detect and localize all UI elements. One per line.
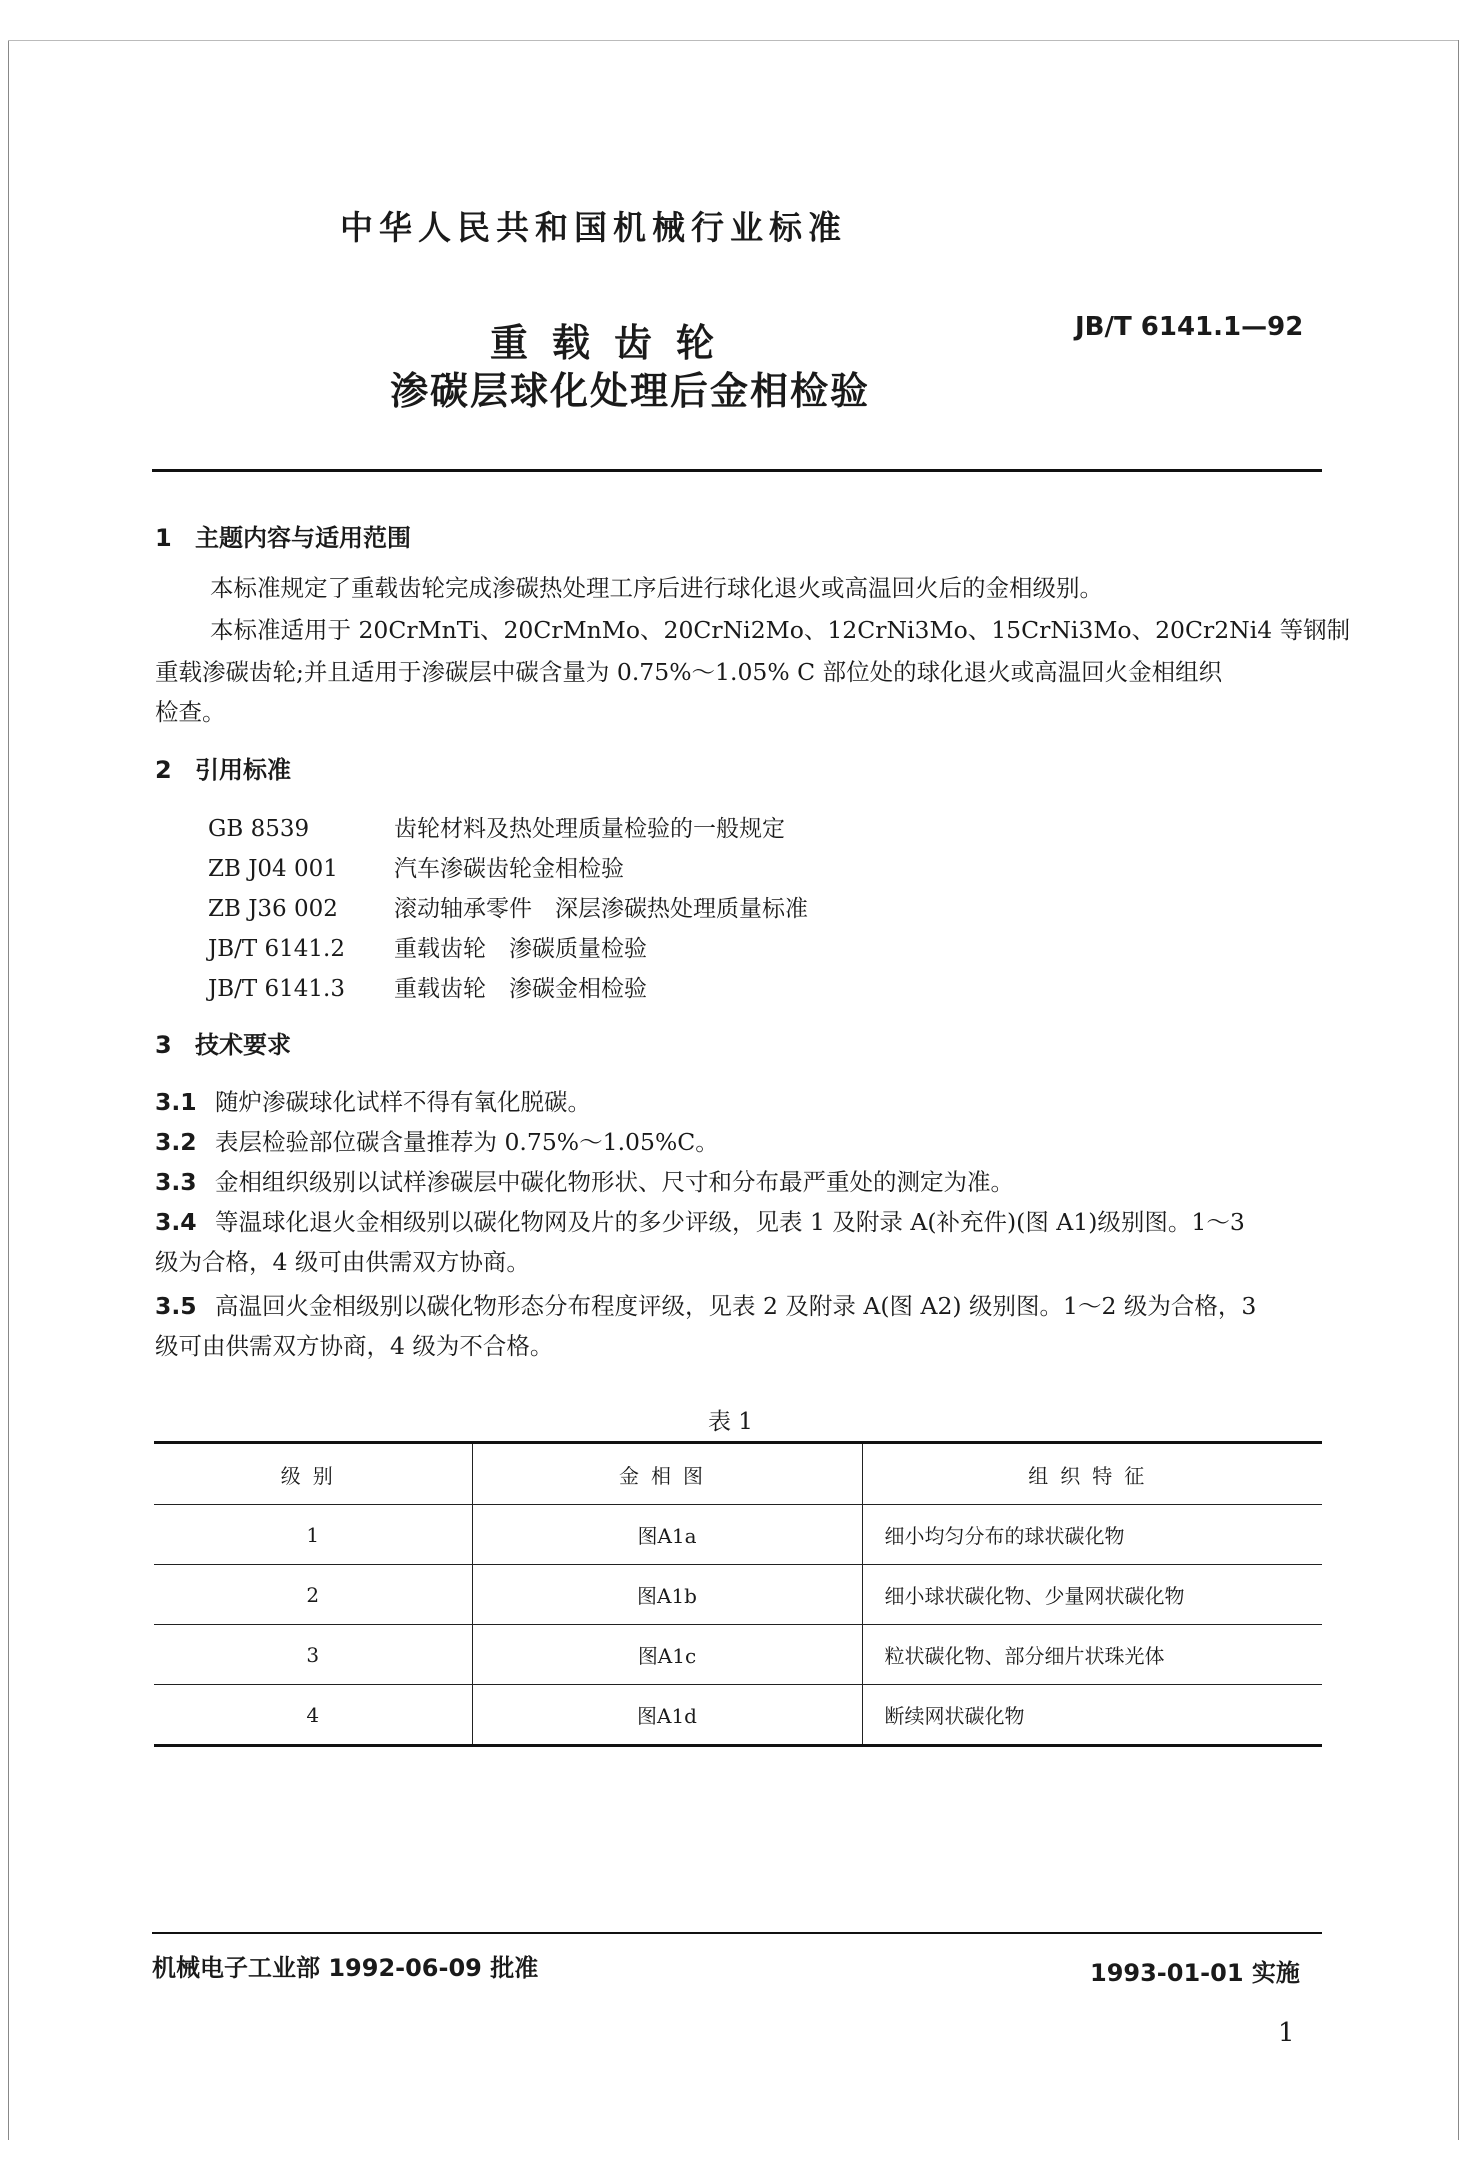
cell-feature: 细小均匀分布的球状碳化物 — [862, 1505, 1322, 1565]
reference-title: 重载齿轮 渗碳金相检验 — [394, 976, 647, 1002]
cell-feature: 粒状碳化物、部分细片状珠光体 — [862, 1625, 1322, 1685]
scan-border-left — [8, 40, 9, 2140]
reference-item — [208, 930, 647, 963]
scan-border-right — [1458, 40, 1459, 2140]
reference-item — [208, 850, 624, 883]
clause-number: 3.1 — [155, 1088, 197, 1116]
clause-text: 高温回火金相级别以碳化物形态分布程度评级，见表 2 及附录 A(图 A2) 级别图。1～2 级为合格，3 — [215, 1292, 1257, 1320]
section-number: 3 — [155, 1031, 172, 1059]
table-row — [154, 1565, 1322, 1625]
clause-number: 3.3 — [155, 1168, 197, 1196]
cell-grade: 2 — [154, 1565, 472, 1625]
clause-3-5 — [155, 1287, 1256, 1321]
reference-title: 滚动轴承零件 深层渗碳热处理质量标准 — [394, 896, 808, 922]
header-rule — [152, 469, 1322, 472]
clause-3-3 — [155, 1163, 1014, 1197]
clause-text: 金相组织级别以试样渗碳层中碳化物形状、尺寸和分布最严重处的测定为准。 — [215, 1168, 1014, 1196]
column-header-figure: 金相图 — [472, 1443, 862, 1505]
section-number: 1 — [155, 524, 172, 552]
column-header-grade: 级别 — [154, 1443, 472, 1505]
reference-title: 汽车渗碳齿轮金相检验 — [394, 856, 624, 882]
clause-text: 表层检验部位碳含量推荐为 0.75%～1.05%C。 — [215, 1128, 719, 1156]
table-row — [154, 1505, 1322, 1565]
section-title: 技术要求 — [195, 1031, 291, 1059]
clause-3-5-continued: 级可由供需双方协商，4 级为不合格。 — [155, 1332, 554, 1360]
approval-line: 机械电子工业部 1992-06-09 批准 — [152, 1954, 539, 1982]
cell-grade: 3 — [154, 1625, 472, 1685]
page-number: 1 — [1278, 2018, 1295, 2048]
clause-number: 3.4 — [155, 1208, 197, 1236]
cell-feature: 细小球状碳化物、少量网状碳化物 — [862, 1565, 1322, 1625]
cell-figure: 图A1c — [472, 1625, 862, 1685]
section-1-para-2-line-1: 本标准适用于 20CrMnTi、20CrMnMo、20CrNi2Mo、12CrNi3Mo、15CrNi3Mo、20Cr2Ni4 等钢制 — [210, 616, 1351, 644]
effective-date: 1993-01-01 实施 — [1090, 1959, 1300, 1987]
section-title: 引用标准 — [195, 756, 291, 784]
reference-item — [208, 970, 647, 1003]
cell-figure: 图A1d — [472, 1685, 862, 1746]
section-3-heading — [155, 1025, 291, 1060]
reference-item — [208, 890, 808, 923]
standard-organization: 中华人民共和国机械行业标准 — [340, 208, 847, 247]
reference-title: 齿轮材料及热处理质量检验的一般规定 — [394, 816, 785, 842]
clause-text: 随炉渗碳球化试样不得有氧化脱碳。 — [215, 1088, 591, 1116]
footer-rule — [152, 1932, 1322, 1934]
clause-3-1 — [155, 1083, 591, 1117]
section-1-heading — [155, 518, 411, 553]
table-row — [154, 1685, 1322, 1746]
section-title: 主题内容与适用范围 — [195, 524, 411, 552]
title-line-2: 渗碳层球化处理后金相检验 — [390, 369, 871, 413]
reference-code: ZB J04 001 — [208, 856, 338, 882]
reference-code: GB 8539 — [208, 816, 310, 842]
clause-3-4 — [155, 1203, 1245, 1237]
scan-border-top — [8, 40, 1458, 41]
title-line-1: 重载齿轮 — [490, 321, 739, 365]
clause-text: 等温球化退火金相级别以碳化物网及片的多少评级，见表 1 及附录 A(补充件)(图 A1)级别图。1～3 — [215, 1208, 1245, 1236]
cell-grade: 4 — [154, 1685, 472, 1746]
reference-code: JB/T 6141.3 — [208, 976, 346, 1002]
column-header-feature: 组织特征 — [862, 1443, 1322, 1505]
reference-code: ZB J36 002 — [208, 896, 338, 922]
cell-figure: 图A1b — [472, 1565, 862, 1625]
section-2-heading — [155, 750, 291, 785]
section-number: 2 — [155, 756, 172, 784]
cell-figure: 图A1a — [472, 1505, 862, 1565]
table-caption: 表 1 — [708, 1409, 753, 1435]
standard-number: JB/T 6141.1—92 — [1075, 312, 1304, 342]
table-row — [154, 1625, 1322, 1685]
section-1-para-2-line-2: 重载渗碳齿轮;并且适用于渗碳层中碳含量为 0.75%～1.05% C 部位处的球化退火或高温回火金相组织 — [155, 658, 1223, 686]
clause-number: 3.5 — [155, 1292, 197, 1320]
reference-code: JB/T 6141.2 — [208, 936, 346, 962]
reference-item — [208, 810, 785, 843]
clause-3-4-continued: 级为合格，4 级可由供需双方协商。 — [155, 1248, 530, 1276]
reference-title: 重载齿轮 渗碳质量检验 — [394, 936, 647, 962]
table-header-row — [154, 1443, 1322, 1505]
cell-grade: 1 — [154, 1505, 472, 1565]
cell-feature: 断续网状碳化物 — [862, 1685, 1322, 1746]
section-1-para-2-line-3: 检查。 — [155, 698, 226, 726]
grade-table — [154, 1441, 1322, 1747]
clause-3-2 — [155, 1123, 719, 1157]
section-1-para-1: 本标准规定了重载齿轮完成渗碳热处理工序后进行球化退火或高温回火后的金相级别。 — [210, 574, 1103, 602]
clause-number: 3.2 — [155, 1128, 197, 1156]
